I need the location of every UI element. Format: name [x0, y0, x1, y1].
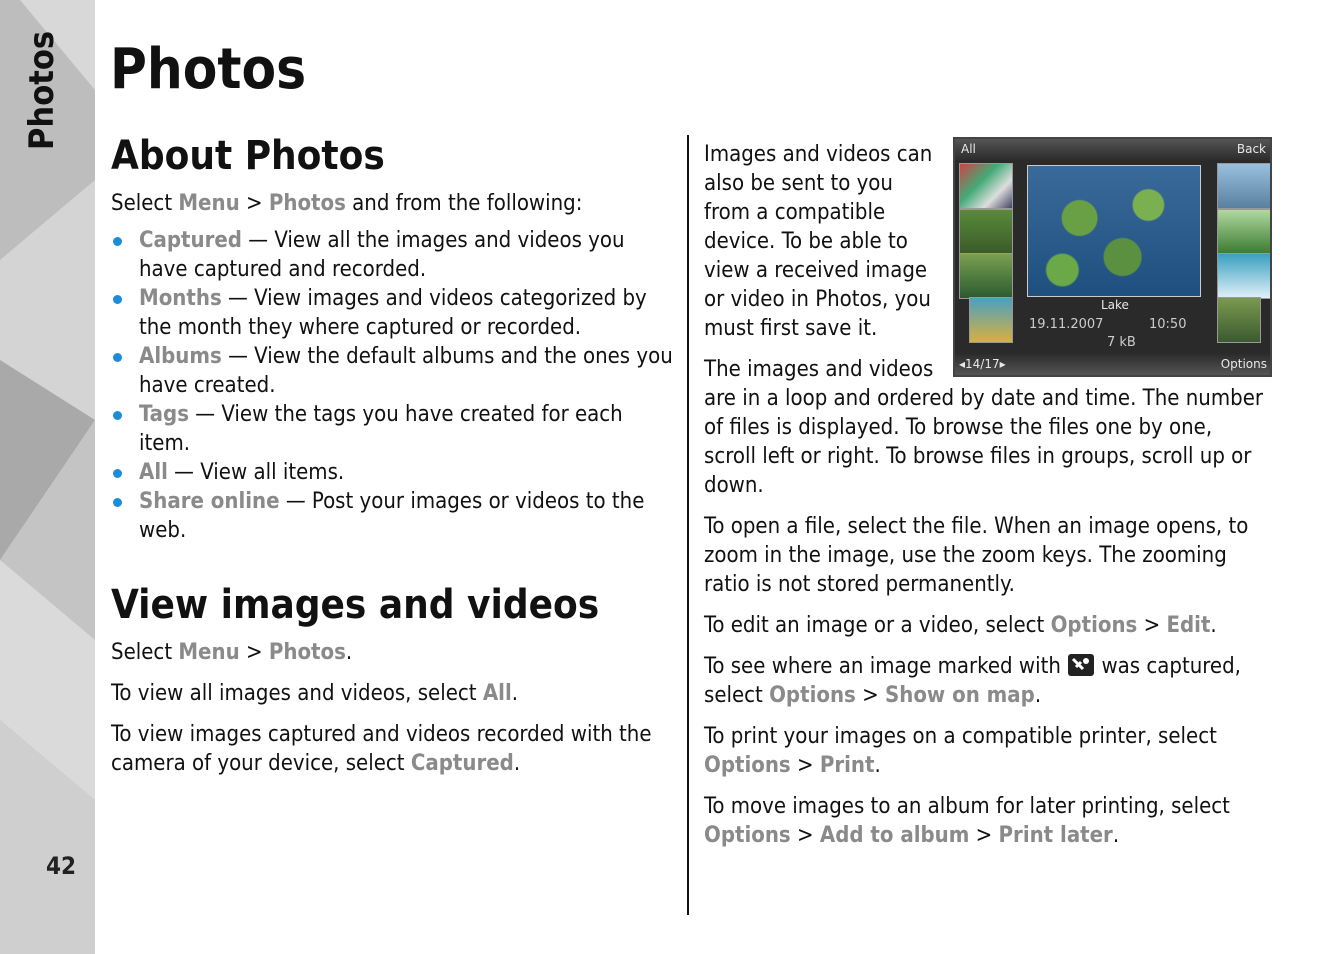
sidebar [0, 0, 95, 954]
right-p5: To see where an image marked with was captured, select Options > Show on map. [704, 654, 1241, 708]
list-item: Captured — View all the images and videos you have captured and recorded. [111, 226, 675, 284]
photo-counter: ◂14/17▸ [959, 357, 1006, 371]
satellite-icon [1067, 653, 1095, 677]
thumbnail [1217, 253, 1271, 299]
right-p1: Images and videos can also be sent to you from a compatible device. To be able to view a received image or video in Photos, you must first save it. [704, 142, 933, 341]
photo-size: 7 kB [1107, 335, 1136, 350]
list-item: All — View all items. [111, 458, 675, 487]
option-list [111, 226, 675, 545]
view-p1: Select Menu > Photos. [111, 640, 353, 665]
thumbnail [1217, 297, 1261, 343]
view-p3: To view images captured and videos recorded with the camera of your device, select Captured. [111, 722, 652, 776]
thumbnail [1217, 163, 1271, 209]
list-item: Tags — View the tags you have created for each item. [111, 400, 675, 458]
about-heading: About Photos [111, 133, 385, 179]
page-title: Photos [110, 37, 307, 102]
right-p6: To print your images on a compatible printer, select Options > Print. [704, 724, 1217, 778]
right-p4: To edit an image or a video, select Options > Edit. [704, 613, 1217, 638]
view-heading: View images and videos [111, 582, 600, 628]
photo-date: 19.11.2007 [1029, 317, 1104, 332]
phone-all-label: All [961, 142, 976, 156]
right-p7: To move images to an album for later printing, select Options > Add to album > Print later. [704, 794, 1230, 848]
right-column [704, 140, 1268, 850]
phone-screenshot [953, 137, 1272, 377]
thumbnail [969, 297, 1013, 343]
thumbnail [959, 163, 1013, 209]
phone-options-label: Options [1220, 357, 1267, 371]
list-item: Months — View images and videos categorized by the month they where captured or recorded. [111, 284, 675, 342]
phone-back-label: Back [1236, 142, 1266, 156]
sidebar-title: Photos [22, 30, 62, 150]
thumbnail [959, 253, 1013, 299]
phone-top-bar [955, 139, 1270, 161]
view-p2: To view all images and videos, select All. [111, 681, 519, 706]
thumbnail [959, 209, 1013, 255]
list-item: Albums — View the default albums and the ones you have created. [111, 342, 675, 400]
photos-link: Photos [268, 191, 346, 216]
about-intro: Select Menu > Photos and from the following: [111, 191, 583, 216]
left-column [111, 132, 675, 778]
right-p3: To open a file, select the file. When an image opens, to zoom in the image, use the zoom keys. The zooming ratio is not stored permanently. [704, 514, 1249, 597]
menu-link: Menu [178, 191, 240, 216]
main-photo [1027, 165, 1201, 297]
list-item: Share online — Post your images or videos to the web. [111, 487, 675, 545]
right-p2: The images and videos are in a loop and ordered by date and time. The number of files is displayed. To browse the files one by one, scroll left or right. To browse files in groups, scroll up or down. [704, 357, 1264, 498]
page-number: 42 [46, 852, 77, 880]
thumbnail [1217, 209, 1271, 255]
column-divider [687, 135, 689, 915]
photo-time: 10:50 [1149, 317, 1187, 332]
photo-caption: Lake [1101, 298, 1129, 312]
